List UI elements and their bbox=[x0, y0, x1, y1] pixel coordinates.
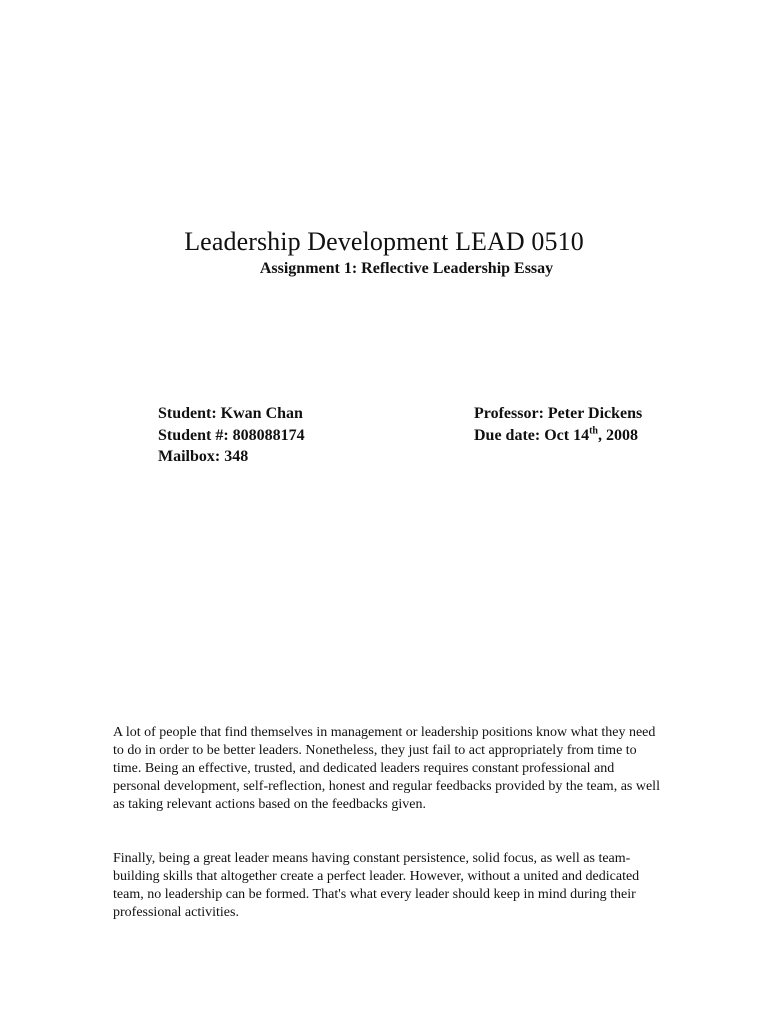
student-info bbox=[158, 403, 305, 468]
due-date-ordinal: th bbox=[589, 425, 598, 437]
due-date bbox=[474, 425, 642, 447]
student-number: Student #: 808088174 bbox=[158, 426, 305, 444]
document-subtitle: Assignment 1: Reflective Leadership Essay bbox=[259, 260, 554, 277]
professor-name: Professor: Peter Dickens bbox=[474, 405, 643, 422]
due-date-year: , 2008 bbox=[598, 426, 638, 444]
essay-paragraph-1: A lot of people that find themselves in management or leadership positions know what they need to do in order to be better leaders. Nonetheless, they just fail to act appropriately from time to time. Being an effective, trusted, and dedicated leaders requires constant professional and personal development, self-reflection, honest and regular feedbacks provided by the team, as well as taking relevant actions based on the feedbacks given. bbox=[113, 725, 660, 812]
due-date-prefix: Due date: Oct 14 bbox=[474, 426, 590, 444]
essay-paragraph-2: Finally, being a great leader means having constant persistence, solid focus, as well as team-building skills that altogether create a perfect leader. However, without a united and dedicated team, no leadership can be formed. That's what every leader should keep in mind during their professional activities. bbox=[113, 851, 640, 920]
course-info bbox=[474, 403, 642, 446]
document-title: Leadership Development LEAD 0510 bbox=[184, 227, 584, 256]
student-name: Student: Kwan Chan bbox=[158, 405, 303, 422]
mailbox: Mailbox: 348 bbox=[158, 448, 249, 465]
